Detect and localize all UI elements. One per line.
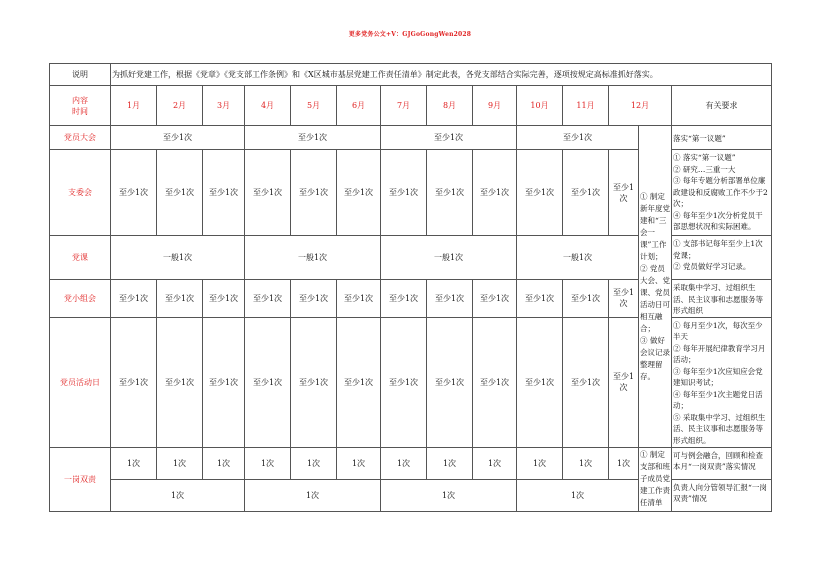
header-row	[50, 86, 772, 126]
table-cell: 至少1次	[427, 150, 473, 236]
table-cell: 至少1次	[473, 280, 517, 318]
month-header-7: 7月	[381, 86, 427, 126]
table-cell: 至少1次	[427, 317, 473, 447]
table-cell: 至少1次	[517, 150, 563, 236]
row-label-party-congress: 党员大会	[50, 126, 111, 150]
row-party-congress	[50, 126, 772, 150]
month-header-9: 9月	[473, 86, 517, 126]
note-text: 为抓好党建工作，根据《党章》《党支部工作条例》和《X区城市基层党建工作责任清单》制定此表，各党支部结合实际完善，逐项按规定高标准抓好落实。	[111, 64, 772, 86]
requirement-activity-day: ① 每月至少1次，每次至少半天 ② 每年开展纪律教育学习月活动； ③ 每年至少1次应知应会党建知识考试； ④ 每年至少1次主题党日活动； ⑤ 采取集中学习、过组织生活、民主议事和志愿服务等形式组织。	[672, 317, 772, 447]
note-label: 说明	[50, 64, 111, 86]
table-cell: 1次	[473, 447, 517, 479]
month-header-6: 6月	[337, 86, 381, 126]
table-cell: 至少1次	[203, 280, 245, 318]
table-cell: 一般1次	[381, 236, 517, 280]
table-cell: 至少1次	[245, 317, 291, 447]
table-cell: 1次	[245, 447, 291, 479]
month-header-2: 2月	[157, 86, 203, 126]
table-cell: 至少1次	[609, 317, 639, 447]
table-cell: 至少1次	[111, 317, 157, 447]
month-header-1: 1月	[111, 86, 157, 126]
table-cell: 至少1次	[291, 280, 337, 318]
row-label-activity-day: 党员活动日	[50, 317, 111, 447]
row-label-branch-committee: 支委会	[50, 150, 111, 236]
table-cell: 至少1次	[381, 317, 427, 447]
table-cell: 1次	[381, 479, 517, 511]
table-cell: 1次	[381, 447, 427, 479]
table-cell: 至少1次	[563, 317, 609, 447]
table-cell: 1次	[111, 479, 245, 511]
requirements-header: 有关要求	[672, 86, 772, 126]
party-work-schedule-table	[49, 63, 772, 512]
table-cell: 至少1次	[473, 150, 517, 236]
table-cell: 至少1次	[517, 280, 563, 318]
table-cell: 至少1次	[245, 280, 291, 318]
table-cell: 至少1次	[157, 150, 203, 236]
table-cell: 至少1次	[111, 150, 157, 236]
table-cell: 至少1次	[111, 126, 245, 150]
table-cell: 1次	[563, 447, 609, 479]
table-cell: 至少1次	[381, 280, 427, 318]
table-cell: 1次	[291, 447, 337, 479]
table-cell: 至少1次	[157, 280, 203, 318]
table-cell: 至少1次	[517, 317, 563, 447]
table-cell: 至少1次	[381, 126, 517, 150]
table-cell: 至少1次	[381, 150, 427, 236]
month-header-8: 8月	[427, 86, 473, 126]
table-cell: 至少1次	[609, 150, 639, 236]
watermark-text: 更多党务公文+V：GJGoGongWen2028	[348, 31, 472, 38]
table-cell: 至少1次	[245, 150, 291, 236]
table-cell: 一般1次	[111, 236, 245, 280]
table-cell: 至少1次	[337, 280, 381, 318]
table-cell: 1次	[609, 447, 639, 479]
table-cell: 1次	[337, 447, 381, 479]
requirement-party-lecture: ① 支部书记每年至少上1次党课； ② 党员做好学习记录。	[672, 236, 772, 280]
table-cell: 1次	[427, 447, 473, 479]
table-cell: 至少1次	[337, 317, 381, 447]
row-label-dual-duty: 一岗双责	[50, 447, 111, 511]
table-cell: 至少1次	[203, 150, 245, 236]
month-header-4: 4月	[245, 86, 291, 126]
side-note-responsibility: ① 制定支部和班子成员党建工作责任清单	[639, 447, 672, 511]
table-cell: 至少1次	[609, 280, 639, 318]
row-dual-duty-monthly	[50, 447, 772, 479]
note-row	[50, 64, 772, 86]
table-cell: 至少1次	[337, 150, 381, 236]
month-header-10: 10月	[517, 86, 563, 126]
table-cell: 1次	[517, 479, 639, 511]
table-cell: 一般1次	[245, 236, 381, 280]
requirement-party-group: 采取集中学习、过组织生活、民主议事和志愿服务等形式组织	[672, 280, 772, 318]
table-cell: 至少1次	[473, 317, 517, 447]
month-header-11: 11月	[563, 86, 609, 126]
table-cell: 1次	[517, 447, 563, 479]
requirement-branch-committee: ① 落实“第一议题” ② 研究…三重一大 ③ 每年专题分析部署单位廉政建设和反腐败工作不少于2次； ④ 每年至少1次分析党员干部思想状况和实际困难。	[672, 150, 772, 236]
table-cell: 至少1次	[563, 150, 609, 236]
requirement-dual-duty-monthly: 可与例会融合，回顾和检查本月“一岗双责”落实情况	[672, 447, 772, 479]
table-cell: 至少1次	[203, 317, 245, 447]
table-cell: 至少1次	[291, 317, 337, 447]
month-header-3: 3月	[203, 86, 245, 126]
requirement-party-congress: 落实“第一议题”	[672, 126, 772, 150]
table-cell: 至少1次	[245, 126, 381, 150]
corner-header: 内容 时间	[50, 86, 111, 126]
month-header-12: 12月	[609, 86, 672, 126]
table-cell: 至少1次	[517, 126, 639, 150]
row-label-party-lecture: 党课	[50, 236, 111, 280]
table-cell: 一般1次	[517, 236, 639, 280]
requirement-dual-duty-quarterly: 负责人向分管领导汇报“一岗双责”情况	[672, 479, 772, 511]
table-cell: 1次	[245, 479, 381, 511]
month-header-5: 5月	[291, 86, 337, 126]
table-cell: 1次	[203, 447, 245, 479]
table-cell: 1次	[157, 447, 203, 479]
table-cell: 至少1次	[427, 280, 473, 318]
row-label-party-group: 党小组会	[50, 280, 111, 318]
table-cell: 至少1次	[111, 280, 157, 318]
table-cell: 1次	[111, 447, 157, 479]
side-note-plan: ① 制定新年度党建和“三会一课”工作计划； ② 党员大会、党课、党员活动日可相互融合； ③ 做好会议记录整理留存。	[639, 126, 672, 448]
table-cell: 至少1次	[563, 280, 609, 318]
table-cell: 至少1次	[157, 317, 203, 447]
table-cell: 至少1次	[291, 150, 337, 236]
